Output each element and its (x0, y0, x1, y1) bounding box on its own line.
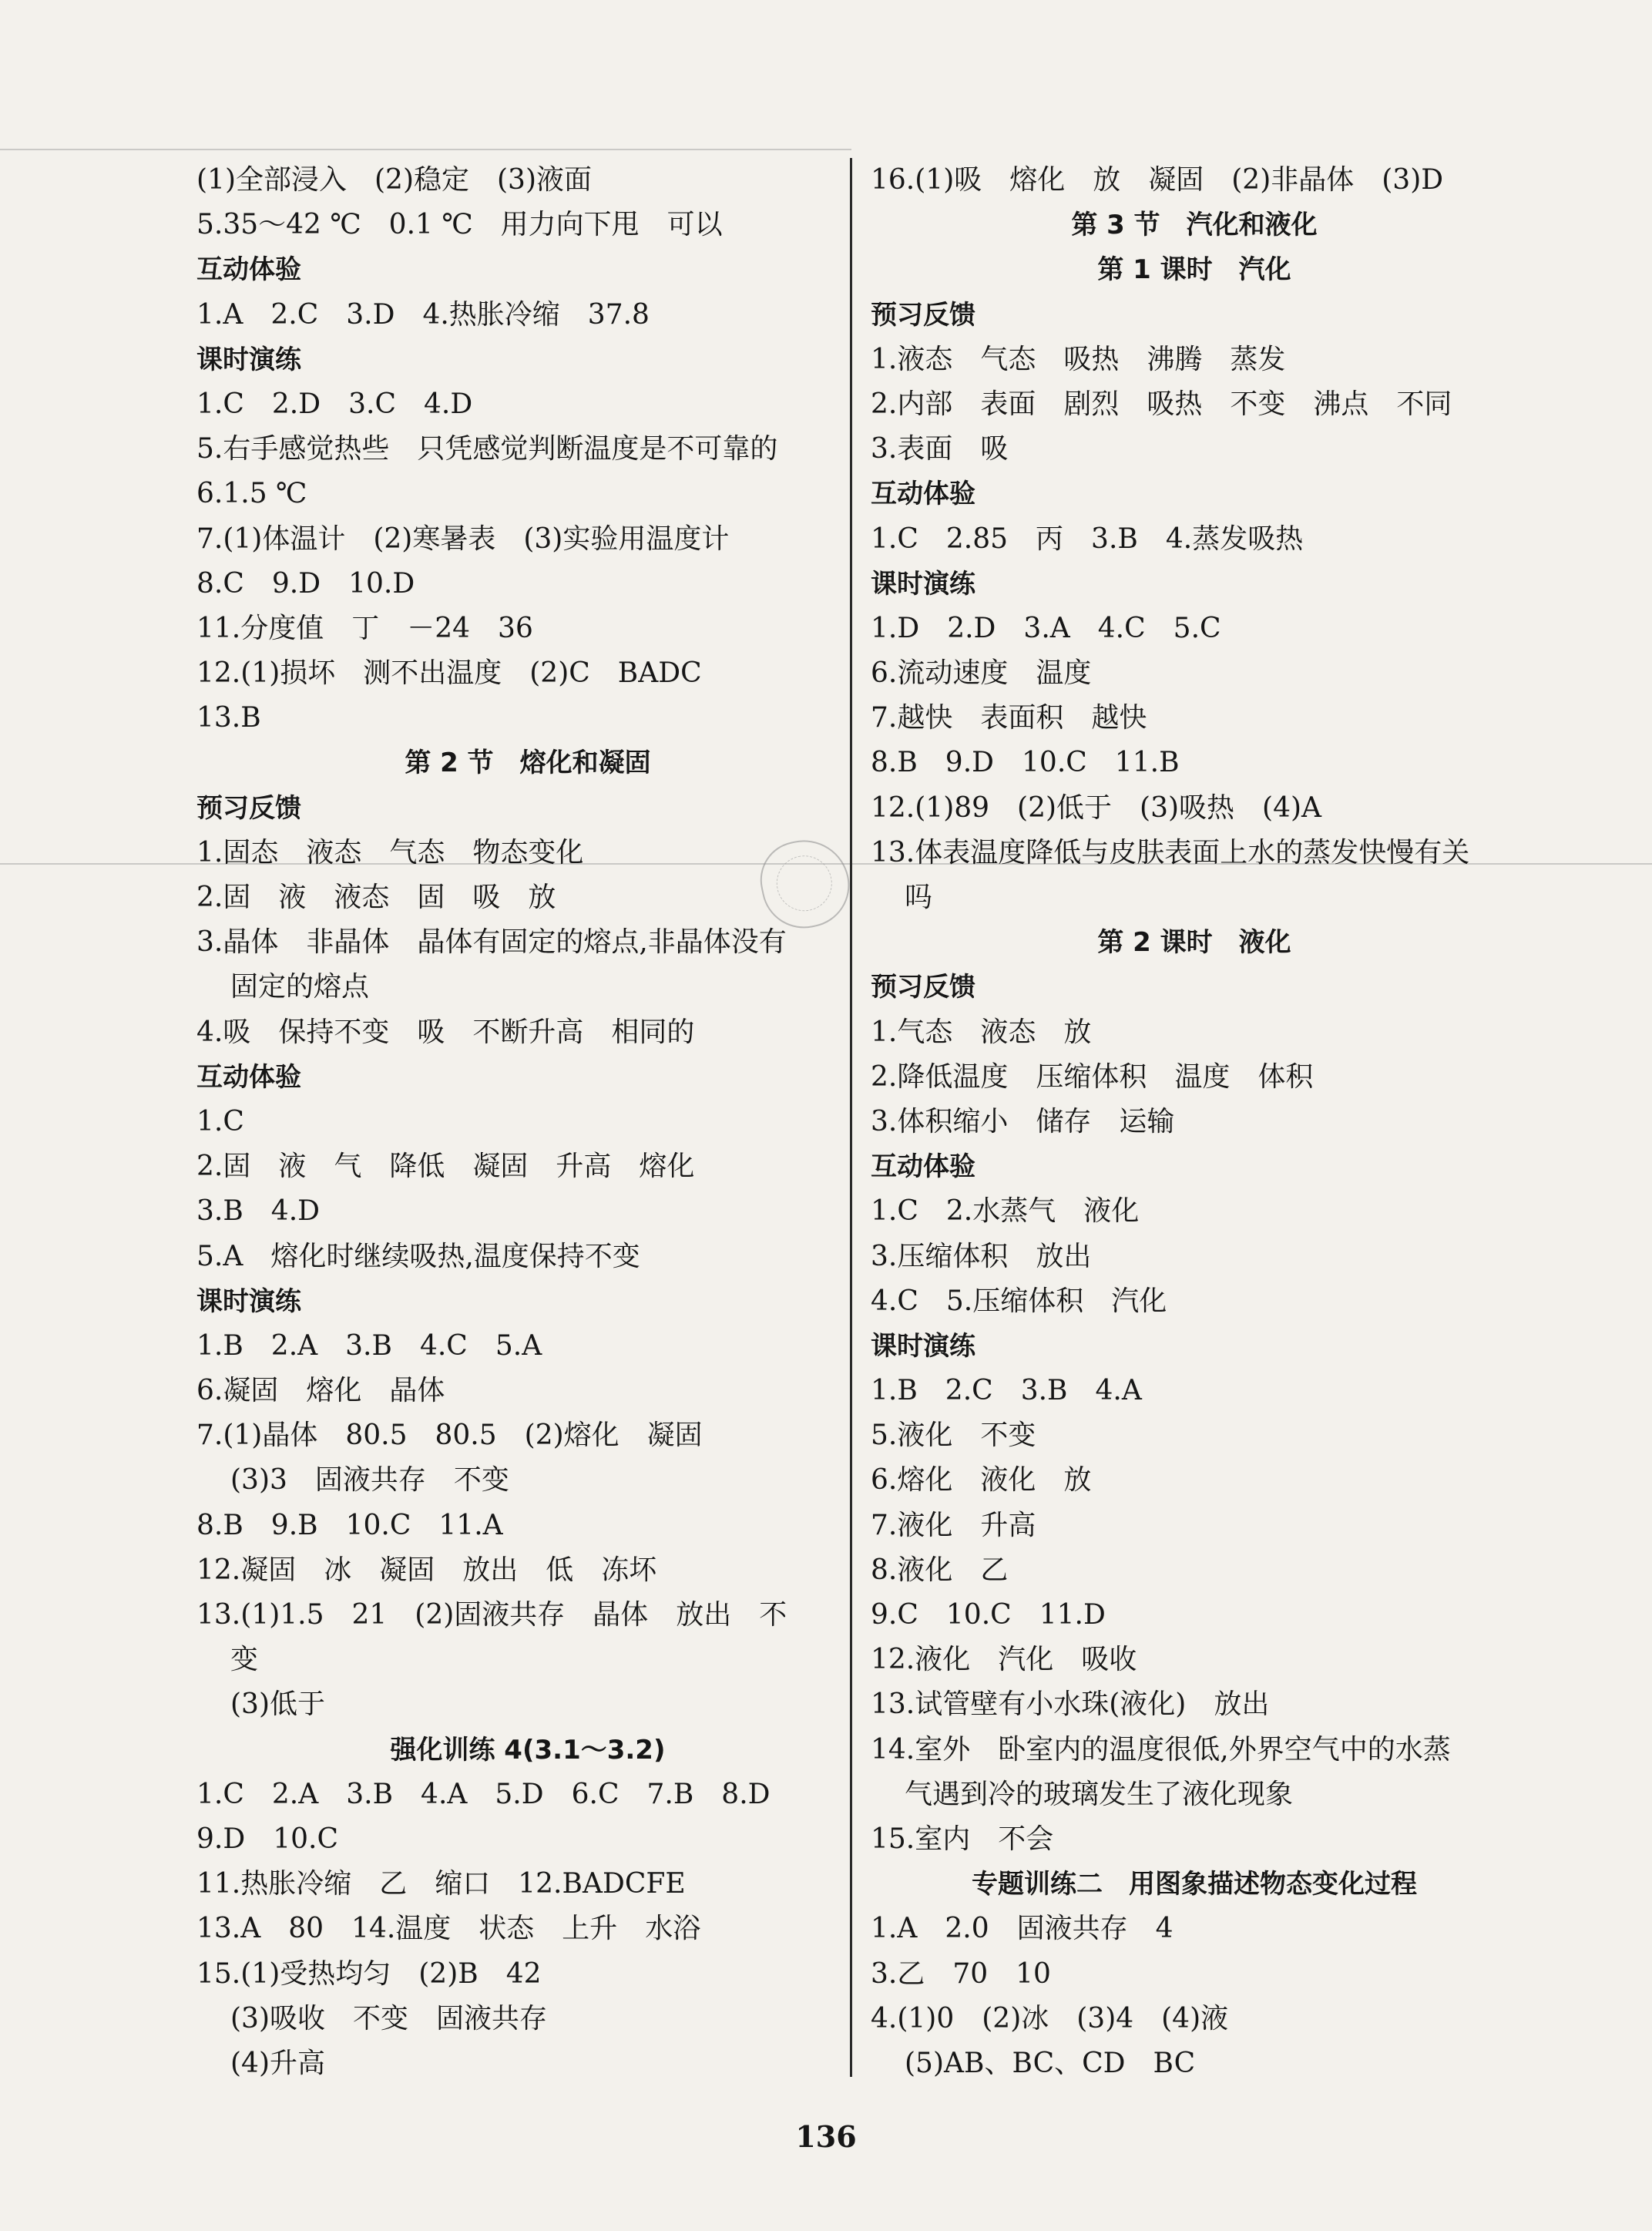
answer-line: 9.D 10.C (196, 1823, 339, 1855)
subsection-heading: 课时演练 (871, 568, 975, 600)
answer-line: 2.内部 表面 剧烈 吸热 不变 沸点 不同 (871, 388, 1452, 420)
answer-line: 4.吸 保持不变 吸 不断升高 相同的 (196, 1016, 695, 1048)
page-number: 136 (795, 2119, 857, 2154)
section-title: 第 1 课时 汽化 (1097, 254, 1291, 286)
answer-line: 5.液化 不变 (871, 1420, 1036, 1452)
column-divider (850, 158, 852, 2077)
answer-line: 1.液态 气态 吸热 沸腾 蒸发 (871, 343, 1286, 375)
subsection-heading: 互动体验 (196, 1061, 301, 1093)
answer-line: (4)升高 (230, 2047, 325, 2079)
answer-line: 4.C 5.压缩体积 汽化 (871, 1285, 1167, 1317)
answer-line: (5)AB、BC、CD BC (905, 2047, 1196, 2079)
answer-line: 16.(1)吸 熔化 放 凝固 (2)非晶体 (3)D (871, 164, 1444, 196)
answer-line: 1.C 2.D 3.C 4.D (196, 388, 473, 420)
answer-line: 3.B 4.D (196, 1195, 321, 1228)
subsection-heading: 互动体验 (871, 479, 975, 510)
answer-line: 5.右手感觉热些 只凭感觉判断温度是不可靠的 (196, 433, 778, 465)
answer-line: 6.流动速度 温度 (871, 657, 1092, 690)
answer-line: 11.分度值 丁 －24 36 (196, 612, 533, 644)
answer-line: 1.A 2.C 3.D 4.热胀冷缩 37.8 (196, 298, 650, 331)
subsection-heading: 预习反馈 (871, 972, 975, 1003)
answer-line: 3.压缩体积 放出 (871, 1240, 1092, 1272)
answer-line: 1.C 2.水蒸气 液化 (871, 1195, 1140, 1228)
answer-line: 3.体积缩小 储存 运输 (871, 1105, 1175, 1137)
left-column (196, 158, 859, 2086)
answer-line: (3)低于 (230, 1688, 325, 1721)
answer-line: 8.B 9.D 10.C 11.B (871, 747, 1180, 779)
answer-line: 12.(1)89 (2)低于 (3)吸热 (4)A (871, 791, 1322, 824)
answer-line: 12.(1)损坏 测不出温度 (2)C BADC (196, 657, 702, 690)
answer-line: 1.气态 液态 放 (871, 1016, 1092, 1048)
answer-line: (1)全部浸入 (2)稳定 (3)液面 (196, 164, 592, 196)
answer-line: 14.室外 卧室内的温度很低,外界空气中的水蒸 (871, 1733, 1451, 1766)
answer-line: 5.35～42 ℃ 0.1 ℃ 用力向下甩 可以 (196, 209, 723, 241)
answer-line: 2.降低温度 压缩体积 温度 体积 (871, 1060, 1314, 1093)
subsection-heading: 互动体验 (196, 254, 301, 286)
section-title: 专题训练二 用图象描述物态变化过程 (972, 1869, 1417, 1900)
answer-line: 12.液化 汽化 吸收 (871, 1644, 1137, 1676)
answer-line: 15.(1)受热均匀 (2)B 42 (196, 1957, 542, 1990)
subsection-heading: 互动体验 (871, 1151, 975, 1183)
answer-line: 5.A 熔化时继续吸热,温度保持不变 (196, 1240, 640, 1272)
answer-line: 气遇到冷的玻璃发生了液化现象 (905, 1778, 1294, 1810)
answer-line: 13.(1)1.5 21 (2)固液共存 晶体 放出 不 (196, 1599, 787, 1631)
section-title: 第 2 课时 液化 (1097, 927, 1291, 959)
answer-line: 变 (230, 1644, 259, 1676)
answer-line: 3.表面 吸 (871, 433, 1009, 465)
answer-line: 1.B 2.A 3.B 4.C 5.A (196, 1329, 542, 1362)
answer-line: 吗 (905, 882, 933, 913)
answer-line: 6.1.5 ℃ (196, 478, 307, 510)
answer-line: 3.乙 70 10 (871, 1957, 1051, 1990)
answer-line: 7.(1)体温计 (2)寒暑表 (3)实验用温度计 (196, 522, 730, 555)
answer-line: 13.试管壁有小水珠(液化) 放出 (871, 1688, 1270, 1721)
answer-line: 13.体表温度降低与皮肤表面上水的蒸发快慢有关 (871, 836, 1470, 869)
subsection-heading: 课时演练 (196, 1285, 301, 1317)
answer-line: 7.液化 升高 (871, 1509, 1036, 1541)
scan-artifact-line (0, 149, 851, 150)
answer-line: 7.(1)晶体 80.5 80.5 (2)熔化 凝固 (196, 1420, 703, 1452)
answer-line: 13.A 80 14.温度 状态 上升 水浴 (196, 1913, 701, 1945)
right-column (871, 158, 1518, 2086)
answer-line: 1.C 2.A 3.B 4.A 5.D 6.C 7.B 8.D (196, 1778, 771, 1810)
answer-line: 1.D 2.D 3.A 4.C 5.C (871, 612, 1221, 644)
answer-line: 8.B 9.B 10.C 11.A (196, 1509, 503, 1541)
answer-line: 1.B 2.C 3.B 4.A (871, 1375, 1142, 1407)
answer-line: 8.C 9.D 10.D (196, 567, 415, 600)
answer-line: 12.凝固 冰 凝固 放出 低 冻坏 (196, 1554, 657, 1586)
answer-line: 9.C 10.C 11.D (871, 1599, 1106, 1631)
answer-line: 7.越快 表面积 越快 (871, 702, 1147, 734)
answer-line: 2.固 液 液态 固 吸 放 (196, 882, 556, 913)
answer-line: 2.固 液 气 降低 凝固 升高 熔化 (196, 1151, 695, 1183)
answer-line: 1.固态 液态 气态 物态变化 (196, 836, 584, 869)
answer-line: 8.液化 乙 (871, 1554, 1009, 1586)
answer-line: 3.晶体 非晶体 晶体有固定的熔点,非晶体没有 (196, 926, 787, 959)
section-title: 第 2 节 熔化和凝固 (405, 748, 651, 779)
answer-line: (3)吸收 不变 固液共存 (230, 2002, 547, 2034)
answer-line: 1.C (196, 1105, 244, 1137)
section-title: 强化训练 4(3.1～3.2) (390, 1734, 666, 1766)
answer-line: 6.凝固 熔化 晶体 (196, 1375, 445, 1407)
subsection-heading: 课时演练 (871, 1330, 975, 1362)
subsection-heading: 预习反馈 (871, 299, 975, 331)
answer-line: 15.室内 不会 (871, 1823, 1054, 1855)
answer-line: (3)3 固液共存 不变 (230, 1464, 509, 1497)
answer-line: 6.熔化 液化 放 (871, 1464, 1092, 1497)
answer-line: 固定的熔点 (230, 971, 370, 1003)
answer-line: 1.A 2.0 固液共存 4 (871, 1913, 1174, 1945)
answer-line: 13.B (196, 702, 261, 734)
subsection-heading: 预习反馈 (196, 792, 301, 824)
section-title: 第 3 节 汽化和液化 (1071, 210, 1318, 241)
answer-line: 1.C 2.85 丙 3.B 4.蒸发吸热 (871, 522, 1304, 555)
answer-line: 4.(1)0 (2)冰 (3)4 (4)液 (871, 2002, 1229, 2034)
subsection-heading: 课时演练 (196, 344, 301, 375)
answer-line: 11.热胀冷缩 乙 缩口 12.BADCFE (196, 1868, 686, 1900)
